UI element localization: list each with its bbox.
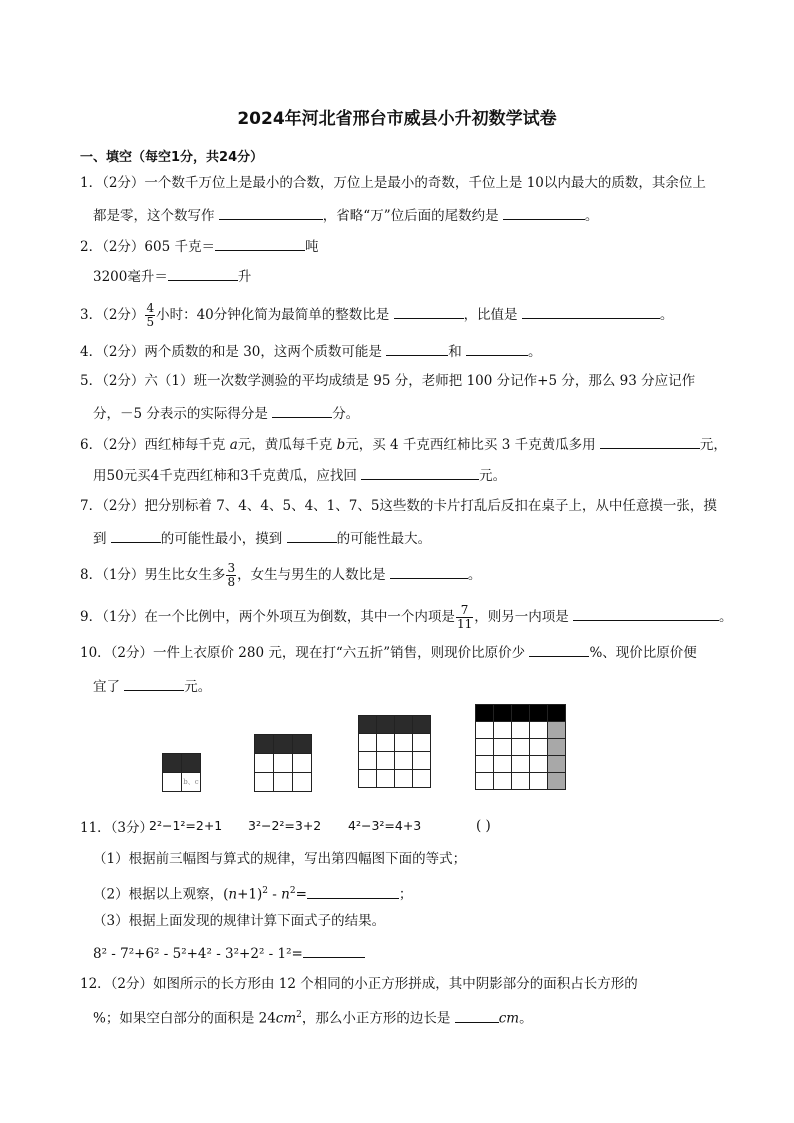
q11-blank-1[interactable]: [307, 884, 399, 899]
figure-4x4-grid: [358, 715, 431, 788]
q10-blank-1[interactable]: [529, 642, 589, 657]
q3-blank-2[interactable]: [522, 304, 660, 319]
q1-line1: 1．（2分）一个数千万位上是最小的合数，万位上是最小的奇数，千位上是 10以内最大的质数，其余位上: [80, 175, 706, 191]
q8-fraction: $\frac{3}{8}$: [227, 561, 236, 589]
q5-line2: 分，－5 分表示的实际得分是 分。: [93, 403, 359, 423]
q11-blank-2[interactable]: [303, 943, 365, 958]
q11-answer-paren[interactable]: ( ): [476, 818, 491, 834]
q11-equation-1: 2²−1²=2+1: [149, 818, 223, 833]
q3-line: 3．（2分） $\frac{4}{5}$ 小时：40分钟化简为最简单的整数比是 ，比值是 。: [80, 301, 674, 329]
q6-blank-1[interactable]: [600, 434, 700, 449]
q2-blank-1[interactable]: [215, 236, 305, 251]
q12-blank[interactable]: [455, 1008, 499, 1023]
q2-line1: 2．（2分）605 千克＝ 吨: [80, 236, 319, 256]
q7-line1: 7．（2分）把分别标着 7、4、4、5、4、1、7、5这些数的卡片打乱后反扣在桌子上，从中任意摸一张，摸: [80, 498, 717, 514]
q11-part4: 8² - 7²+6² - 5²+4² - 3²+2² - 1²=: [93, 943, 365, 963]
q2-blank-2[interactable]: [168, 266, 238, 281]
q10-line2: 宜了 元。: [93, 676, 211, 696]
q5-line1: 5．（2分）六（1）班一次数学测验的平均成绩是 95 分，老师把 100 分记作+5 分，那么 93 分应记作: [80, 373, 696, 389]
q11-header: 11．（3分）: [80, 820, 154, 836]
q1-blank-2[interactable]: [503, 205, 585, 220]
q2-line2: 3200毫升＝ 升: [93, 266, 251, 286]
q1-blank-1[interactable]: [219, 205, 323, 220]
q3-fraction: $\frac{4}{5}$: [146, 301, 155, 329]
q11-part1: （1）根据前三幅图与算式的规律，写出第四幅图下面的等式；: [93, 851, 467, 867]
figure-3x3-grid: [254, 734, 312, 792]
q4-blank-1[interactable]: [386, 341, 448, 356]
q11-equation-2: 3²−2²=3+2: [248, 818, 322, 833]
q7-blank-2[interactable]: [287, 528, 337, 543]
q10-blank-2[interactable]: [124, 676, 184, 691]
q9-fraction: $\frac{7}{11}$: [456, 603, 473, 631]
q10-line1: 10．（2分）一件上衣原价 280 元，现在打“六五折”销售，则现价比原价少 %、现价比原价便: [80, 642, 697, 662]
grid-cell-label: b、c: [182, 773, 201, 792]
section-heading: 一、填空（每空1分，共24分）: [80, 150, 264, 165]
q8-blank[interactable]: [390, 564, 468, 579]
q11-part2: （2）根据以上观察，$(n+1)^2 - n^2=$ ；: [93, 882, 412, 904]
q4-blank-2[interactable]: [466, 341, 528, 356]
figure-5x5-grid: [475, 704, 566, 790]
q9-line: 9．（1分）在一个比例中，两个外项互为倒数，其中一个内项是 $\frac{7}{11}$ ，则另一内项是 。: [80, 603, 733, 631]
q1-line2: 都是零，这个数写作 ，省略“万”位后面的尾数约是 。: [93, 205, 598, 225]
q7-line2: 到 的可能性最小，摸到 的可能性最大。: [93, 528, 431, 548]
exam-title: 2024年河北省邢台市威县小升初数学试卷: [237, 109, 557, 129]
q12-line2: %；如果空白部分的面积是 $24cm^2$，那么小正方形的边长是 cm。: [93, 1006, 533, 1028]
q7-blank-1[interactable]: [111, 528, 161, 543]
q12-line1: 12．（2分）如图所示的长方形由 12 个相同的小正方形拼成，其中阴影部分的面积占长方形的: [80, 976, 638, 992]
q4-line: 4．（2分）两个质数的和是 30，这两个质数可能是 和 。: [80, 341, 542, 361]
q9-blank[interactable]: [573, 606, 719, 621]
q8-line: 8．（1分）男生比女生多 $\frac{3}{8}$ ，女生与男生的人数比是 。: [80, 561, 482, 589]
q3-blank-1[interactable]: [394, 304, 464, 319]
q5-blank[interactable]: [272, 403, 332, 418]
q11-part3: （3）根据上面发现的规律计算下面式子的结果。: [93, 913, 386, 929]
q6-blank-2[interactable]: [361, 465, 479, 480]
figure-2x2-grid: [162, 753, 201, 792]
q6-line1: 6．（2分）西红柿每千克 a元，黄瓜每千克 b元，买 4 千克西红柿比买 3 千克黄瓜多用 元，: [80, 434, 727, 454]
q11-equation-3: 4²−3²=4+3: [348, 818, 422, 833]
q6-line2: 用50元买4千克西红柿和3千克黄瓜，应找回 元。: [93, 465, 506, 485]
